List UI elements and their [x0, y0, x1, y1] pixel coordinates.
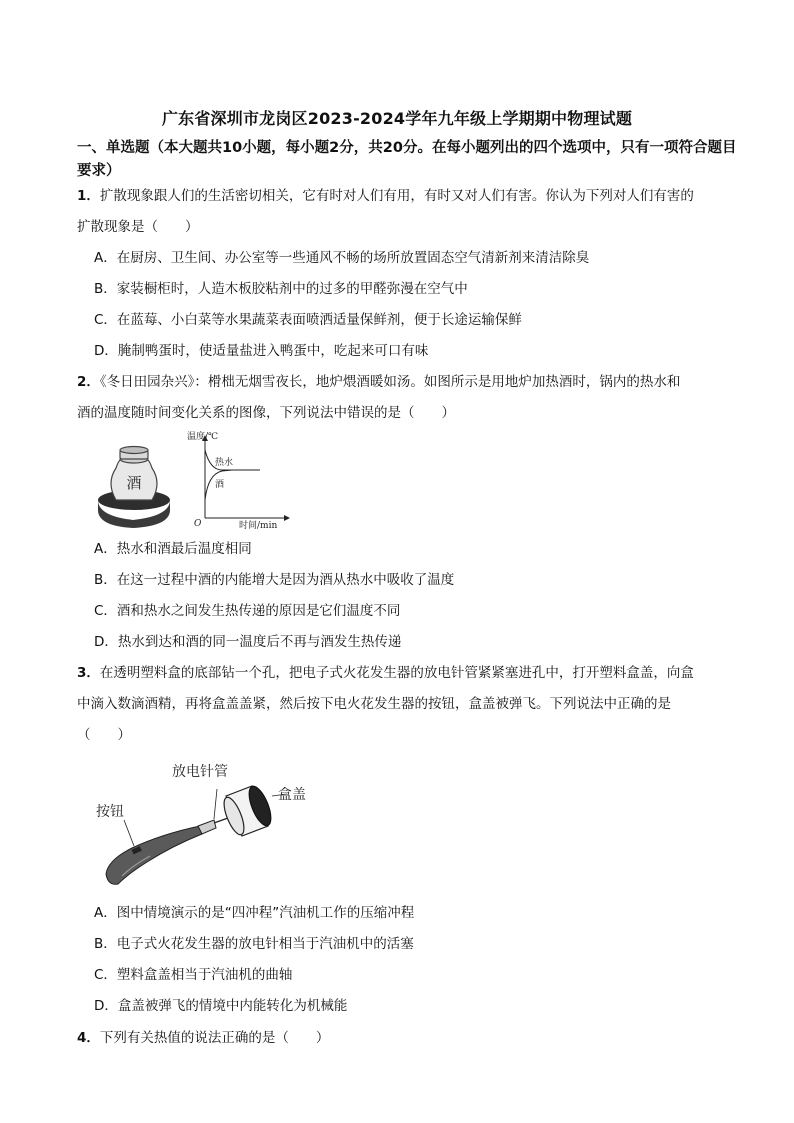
question-4-line-1: 4．下列有关热值的说法正确的是（ ） [77, 1030, 330, 1046]
needle-tube-shape [198, 820, 216, 834]
needle-tube-label: 放电针管 [172, 764, 228, 780]
button-label: 按钮 [96, 804, 124, 820]
question-3-line-1: 3．在透明塑料盒的底部钻一个孔，把电子式火花发生器的放电针管紧紧塞进孔中，打开塑料盒盖，向盒 [77, 665, 694, 681]
question-1-option-b: B．家装橱柜时，人造木板胶粘剂中的过多的甲醛弥漫在空气中 [94, 281, 468, 297]
graph-y-axis-label: 温度/℃ [187, 432, 219, 442]
question-3-option-c: C．塑料盒盖相当于汽油机的曲轴 [94, 967, 293, 983]
jar-top-shape [120, 447, 148, 454]
needle-leader-line [214, 789, 217, 819]
question-3-option-a: A．图中情境演示的是“四冲程”汽油机工作的压缩冲程 [94, 905, 415, 921]
question-3-line-2: 中滴入数滴酒精，再将盒盖盖紧，然后按下电火花发生器的按钮，盒盖被弹飞。下列说法中正确的是 [77, 696, 671, 712]
graph-x-axis-label: 时间/min [239, 521, 278, 531]
question-2-line-2: 酒的温度随时间变化关系的图像，下列说法中错误的是（ ） [77, 405, 455, 421]
section-header: 一、单选题（本大题共10小题，每小题2分，共20分。在每小题列出的四个选项中，只有一项符合题目要求） [77, 140, 737, 179]
graph-x-arrow [284, 515, 290, 521]
question-3-line-3: （ ） [77, 727, 131, 743]
question-1-option-a: A．在厨房、卫生间、办公室等一些通风不畅的场所放置固态空气清新剂来清洁除臭 [94, 250, 590, 266]
figure-wine-heating [92, 428, 302, 533]
jar-label: 酒 [126, 474, 142, 492]
box-lid-label: 盒盖 [278, 787, 306, 803]
spark-generator-handle [106, 826, 202, 884]
question-2-option-b: B．在这一过程中酒的内能增大是因为酒从热水中吸收了温度 [94, 572, 455, 588]
question-1-line-2: 扩散现象是（ ） [77, 219, 199, 235]
page-title: 广东省深圳市龙岗区2023-2024学年九年级上学期期中物理试题 [161, 109, 633, 128]
figure-spark-box [92, 756, 332, 891]
hot-water-curve-label: 热水 [215, 458, 234, 468]
question-2-line-1: 2．《冬日田园杂兴》：榾柮无烟雪夜长，地炉煨酒暖如汤。如图所示是用地炉加热酒时，锅内的热水和 [77, 374, 681, 390]
question-2-option-c: C．酒和热水之间发生热传递的原因是它们温度不同 [94, 603, 401, 619]
question-2-option-a: A．热水和酒最后温度相同 [94, 541, 252, 557]
question-3-option-d: D．盒盖被弹飞的情境中内能转化为机械能 [94, 998, 348, 1014]
question-3-option-b: B．电子式火花发生器的放电针相当于汽油机中的活塞 [94, 936, 414, 952]
question-1-option-c: C．在蓝莓、小白菜等水果蔬菜表面喷洒适量保鲜剂，便于长途运输保鲜 [94, 312, 522, 328]
graph-origin-label: O [194, 519, 202, 529]
question-2-option-d: D．热水到达和酒的同一温度后不再与酒发生热传递 [94, 634, 402, 650]
wine-curve-label: 酒 [215, 480, 225, 490]
discharge-needle-shape [214, 818, 228, 823]
question-1-line-1: 1．扩散现象跟人们的生活密切相关，它有时对人们有用，有时又对人们有害。你认为下列对人们有害的 [77, 188, 694, 204]
button-leader-line [124, 820, 134, 846]
question-1-option-d: D．腌制鸭蛋时，使适量盐进入鸭蛋中，吃起来可口有味 [94, 343, 429, 359]
